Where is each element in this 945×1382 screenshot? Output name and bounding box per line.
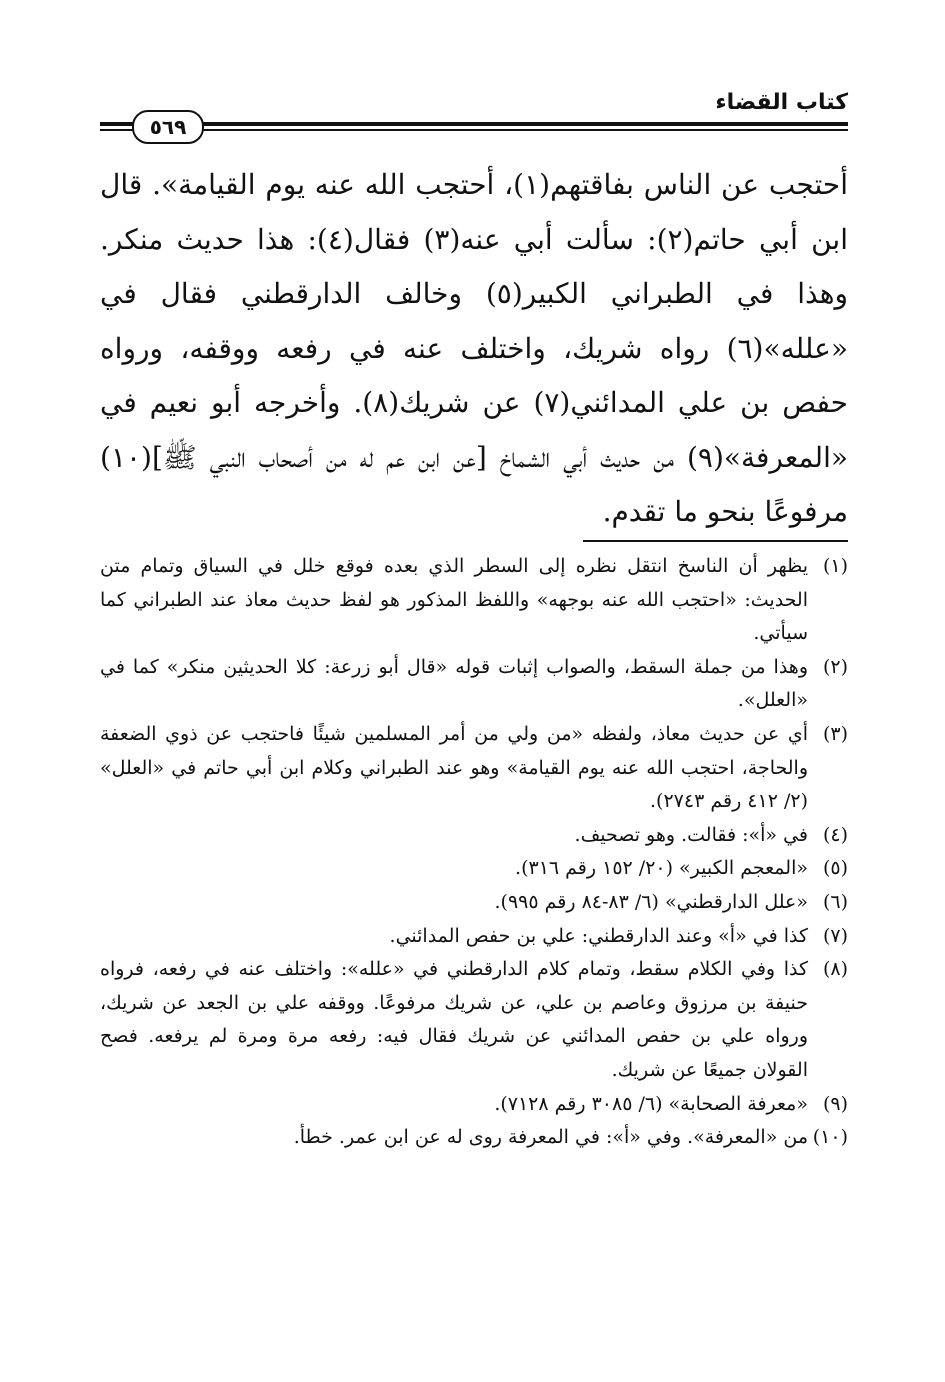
footnote-text: «المعجم الكبير» (٢٠/ ١٥٢ رقم ٣١٦). [515, 857, 808, 880]
footnote-number: (١) [822, 555, 848, 577]
footnote-text: «معرفة الصحابة» (٦/ ٣٠٨٥ رقم ٧١٢٨). [494, 1092, 808, 1115]
footnote-number: (٨) [822, 958, 848, 981]
footnote [100, 920, 848, 954]
main-text [100, 158, 848, 540]
footnote-number: (٦) [822, 890, 848, 913]
footnote-text: «علل الدارقطني» (٦/ ٨٣-٨٤ رقم ٩٩٥). [494, 890, 808, 913]
footnote [100, 819, 848, 853]
footnotes [100, 550, 848, 1155]
footnote [100, 1088, 848, 1122]
footnote-number: (٥) [822, 857, 848, 880]
footnote-number: (٣) [822, 722, 848, 745]
footnote-number: (٤) [822, 823, 848, 846]
footnote [100, 1121, 848, 1155]
footnote [100, 651, 848, 718]
page-header [100, 88, 848, 148]
footnote-separator [583, 540, 848, 542]
footnote [100, 550, 848, 651]
footnote-text: أي عن حديث معاذ، ولفظه «من ولي من أمر المسلمين شيئًا فاحتجب عن ذوي الضعفة والحاجة، احتجب الله عنه يوم القيامة» وهو عند الطبراني وكلام ابن أبي حاتم في «العلل» (٢/ ٤١٢ رقم ٢٧٤٣). [100, 722, 808, 813]
footnote-text: من «المعرفة». وفي «أ»: في المعرفة روى له عن ابن عمر. خطأ. [293, 1126, 808, 1149]
footnote [100, 852, 848, 886]
header-rule-thick [100, 122, 848, 126]
footnote-text: وهذا من جملة السقط، والصواب إثبات قوله «قال أبو زرعة: كلا الحديثين منكر» كما في «العلل». [100, 655, 808, 712]
book-title: كتاب القضاء [715, 90, 848, 115]
footnote-number: (١٠) [812, 1126, 848, 1149]
header-rule-thin [100, 129, 848, 131]
footnote-number: (٢) [822, 655, 848, 678]
footnote-text: يظهر أن الناسخ انتقل نظره إلى السطر الذي بعده فوقع خلل في السياق وتمام متن الحديث: «احتجب الله عنه بوجهه» واللفظ المذكور هو لفظ حديث معاذ عند الطبراني كما سيأتي. [100, 555, 808, 645]
footnote-text: كذا في «أ» وعند الدارقطني: علي بن حفص المدائني. [389, 924, 808, 947]
footnote-number: (٩) [822, 1092, 848, 1115]
footnote [100, 886, 848, 920]
page-number: ٥٦٩ [132, 110, 204, 144]
footnote-text: في «أ»: فقالت. وهو تصحيف. [574, 823, 808, 846]
main-paragraph: أحتجب عن الناس بفاقتهم(١)، أحتجب الله عنه يوم القيامة». قال ابن أبي حاتم(٢): سألت أبي عنه(٣) فقال(٤): هذا حديث منكر. وهذا في الطبراني الكبير(٥) وخالف الدارقطني فقال في «علله»(٦) رواه شريك، واختلف عنه في رفعه ووقفه، ورواه حفص بن علي المدائني(٧) عن شريك(٨). وأخرجه أبو نعيم في «المعرفة»(٩) من حديث أبي الشماخ [عن ابن عم له من أصحاب النبي ﷺ](١٠) مرفوعًا بنحو ما تقدم. [100, 168, 849, 528]
footnote-text: كذا وفي الكلام سقط، وتمام كلام الدارقطني في «علله»: واختلف عنه في رفعه، فرواه حنيفة بن مرزوق وعاصم بن علي، عن شريك مرفوعًا. ووقفه علي بن الجعد عن شريك، ورواه علي بن حفص المدائني عن شريك فقال فيه: رفعه مرة ومرة لم يرفعه. فصح القولان جميعًا عن شريك. [100, 958, 808, 1081]
footnote [100, 953, 848, 1087]
footnote-number: (٧) [822, 924, 848, 947]
footnote [100, 718, 848, 819]
